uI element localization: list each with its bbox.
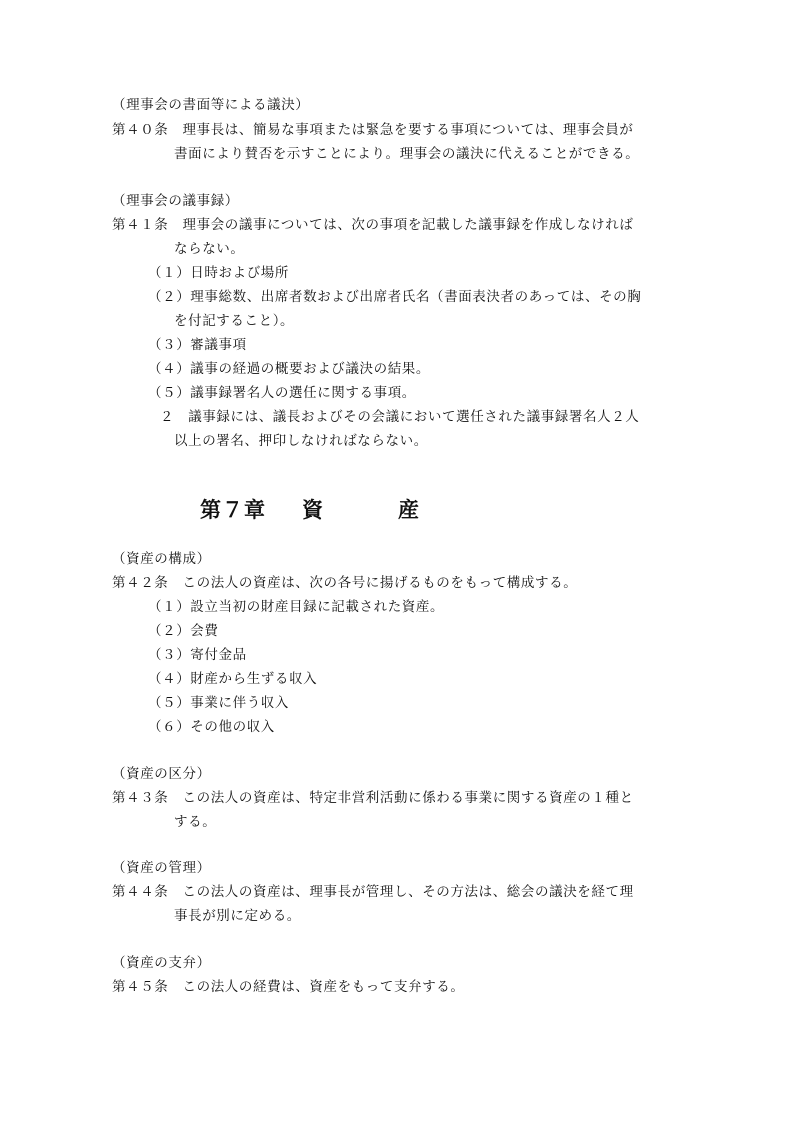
article-42-item-2: （２）会費 (148, 623, 219, 639)
article-42-item-1: （１）設立当初の財産目録に記載された資産。 (148, 599, 445, 615)
article-43-line-1: 第４３条 この法人の資産は、特定非営利活動に係わる事業に関する資産の１種と (112, 790, 634, 806)
article-41-item-4: （４）議事の経過の概要および議決の結果。 (148, 361, 430, 377)
article-40-line-2: 書面により賛否を示すことにより。理事会の議決に代えることができる。 (174, 146, 640, 162)
chapter-heading (200, 497, 420, 523)
article-44-line-1: 第４４条 この法人の資産は、理事長が管理し、その方法は、総会の議決を経て理 (112, 884, 634, 900)
article-42-item-3: （３）寄付金品 (148, 647, 247, 663)
article-41-line-1: 第４１条 理事会の議事については、次の事項を記載した議事録を作成しなければ (112, 217, 634, 233)
article-45-line-1: 第４５条 この法人の経費は、資産をもって支弁する。 (112, 979, 465, 995)
article-42-item-5: （５）事業に伴う収入 (148, 695, 289, 711)
chapter-number: 第７章 (200, 498, 266, 522)
article-44-heading: （資産の管理） (112, 860, 211, 876)
article-41-para-2-line-2: 以上の署名、押印しなければならない。 (174, 433, 428, 449)
article-40-heading: （理事会の書面等による議決） (112, 97, 310, 113)
article-43-heading: （資産の区分） (112, 766, 211, 782)
article-41-item-2: （２）理事総数、出席者数および出席者氏名（書面表決者のあっては、その胸 (148, 289, 642, 305)
article-41-item-1: （１）日時および場所 (148, 265, 289, 281)
article-42-item-6: （６）その他の収入 (148, 719, 275, 735)
article-45-heading: （資産の支弁） (112, 955, 211, 971)
article-41-line-2: ならない。 (174, 241, 245, 257)
article-42-heading: （資産の構成） (112, 551, 211, 567)
article-41-item-2-cont: を付記すること）。 (174, 313, 295, 329)
article-40-line-1: 第４０条 理事長は、簡易な事項または緊急を要する事項については、理事会員が (112, 122, 634, 138)
article-43-line-2: する。 (174, 814, 217, 830)
chapter-title-part-1: 資 (302, 498, 324, 522)
article-41-item-5: （５）議事録署名人の選任に関する事項。 (148, 385, 416, 401)
article-42-line-1: 第４２条 この法人の資産は、次の各号に揚げるものをもって構成する。 (112, 575, 578, 591)
article-41-para-2-line-1: ２ 議事録には、議長およびその会議において選任された議事録署名人２人 (160, 409, 640, 425)
article-41-heading: （理事会の議事録） (112, 193, 239, 209)
article-41-item-3: （３）審議事項 (148, 337, 247, 353)
chapter-title-part-2: 産 (398, 498, 420, 522)
article-42-item-4: （４）財産から生ずる収入 (148, 671, 318, 687)
article-44-line-2: 事長が別に定める。 (174, 908, 301, 924)
